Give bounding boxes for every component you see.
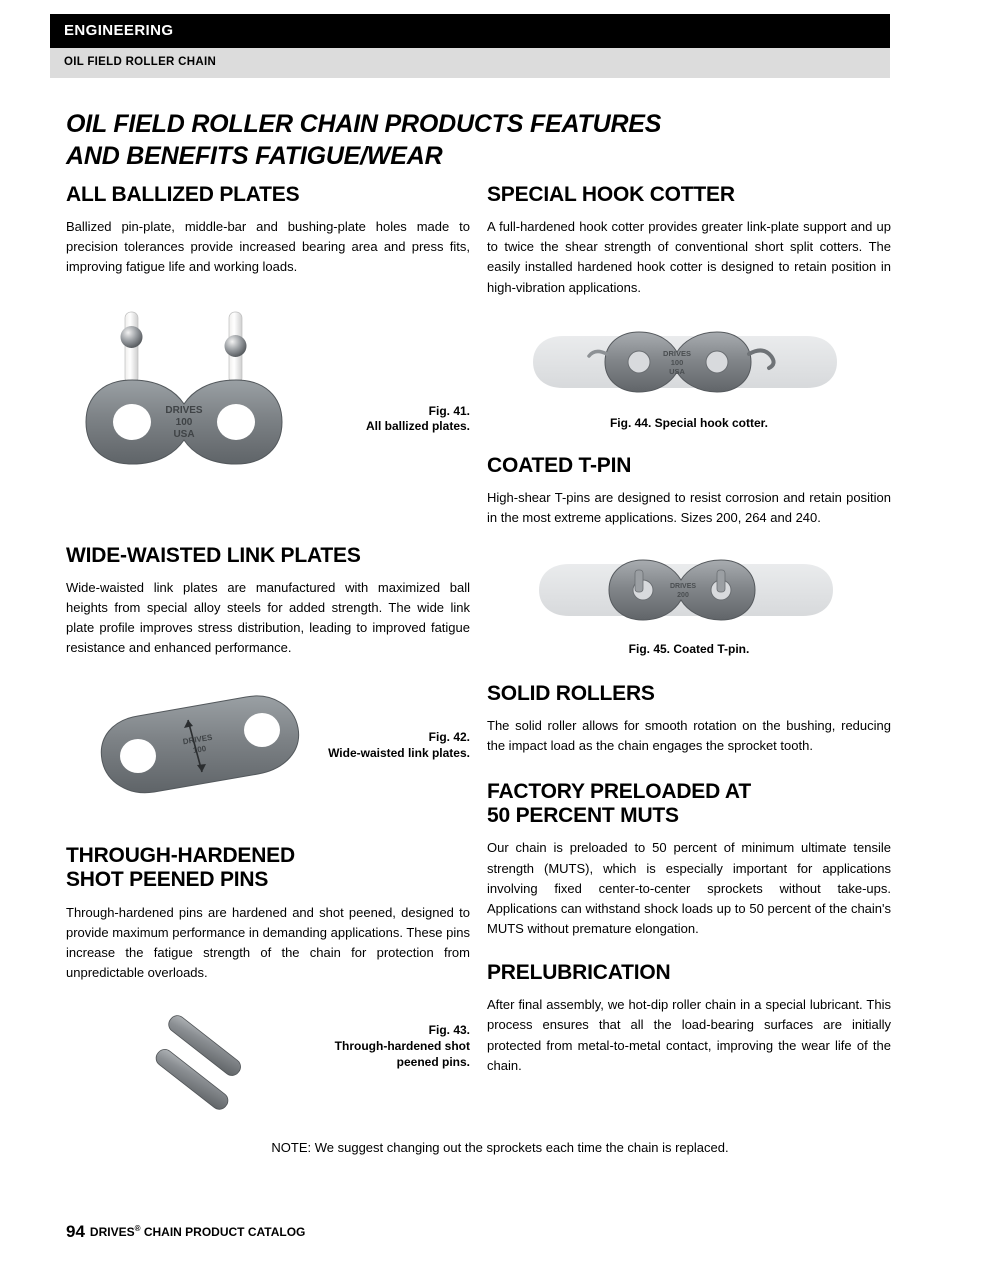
header-subsection-title: OIL FIELD ROLLER CHAIN xyxy=(64,56,217,68)
page-title-line-2: AND BENEFITS FATIGUE/WEAR xyxy=(66,142,443,170)
figure-43-caption-line-3: peened pins. xyxy=(396,1054,470,1069)
section-heading: PRELUBRICATION xyxy=(487,961,671,985)
svg-text:100: 100 xyxy=(670,357,684,367)
section-body: Ballized pin-plate, middle-bar and bushing-plate holes made to precision tolerances provide increased bearing area and press fits, improving fatigue life and working loads. xyxy=(66,219,470,275)
figure-42-caption xyxy=(290,730,470,762)
section-heading-line-2: 50 PERCENT MUTS xyxy=(487,804,679,828)
page-title-line-1: OIL FIELD ROLLER CHAIN PRODUCTS FEATURES xyxy=(66,110,662,138)
svg-text:USA: USA xyxy=(669,366,685,376)
section-body: Through-hardened pins are hardened and shot peened, designed to provide maximum performance in demanding applications. These pins increase the fatigue strength of the chain for protection from unpredictable overloads. xyxy=(66,904,470,980)
section-heading xyxy=(487,780,891,828)
section-heading: SOLID ROLLERS xyxy=(487,681,655,705)
section-prelubrication xyxy=(487,961,891,1076)
section-special-hook-cotter xyxy=(487,183,891,298)
section-heading: ALL BALLIZED PLATES xyxy=(66,183,300,206)
figure-41-caption-line-1: Fig. 41. xyxy=(428,403,470,418)
svg-text:200: 200 xyxy=(677,591,689,599)
figure-43 xyxy=(66,997,470,1127)
footer-brand: DRIVES xyxy=(89,1225,135,1239)
page-number: 94 xyxy=(66,1222,85,1241)
section-heading: COATED T-PIN xyxy=(487,453,632,477)
figure-44-caption: Fig. 44. Special hook cotter. xyxy=(609,415,769,430)
header-subsection-bar xyxy=(50,48,890,78)
hardened-pins-illustration xyxy=(126,997,336,1127)
section-heading xyxy=(66,844,470,892)
svg-text:DRIVES: DRIVES xyxy=(669,582,697,590)
coated-t-pin-illustration xyxy=(487,542,891,638)
svg-text:100: 100 xyxy=(175,416,193,428)
figure-41-caption-line-2: All ballized plates. xyxy=(365,419,470,434)
figure-43-caption xyxy=(310,1023,470,1070)
section-body: After final assembly, we hot-dip roller chain in a special lubricant. This process ensures that all the load-bearing surfaces are initially protected from metal-to-metal contact, improving the wear life of the chain. xyxy=(487,997,891,1073)
figure-43-caption-line-1: Fig. 43. xyxy=(428,1023,470,1038)
section-body: The solid roller allows for smooth rotation on the bushing, reducing the impact load as the chain engages the sprocket tooth. xyxy=(487,717,891,754)
section-all-ballized-plates xyxy=(66,183,470,278)
figure-42-caption-line-1: Fig. 42. xyxy=(428,730,470,745)
section-through-hardened-shot-peened-pins xyxy=(66,844,470,983)
section-coated-t-pin xyxy=(487,454,891,528)
section-solid-rollers xyxy=(487,682,891,756)
figure-41 xyxy=(66,292,470,472)
section-heading-line-2: SHOT PEENED PINS xyxy=(66,868,269,892)
section-body: Wide-waisted link plates are manufactured with maximized ball heights from special alloy steels for added strength. The wide link plate profile improves stress distribution, leading to improved fatigue resistance and enhanced performance. xyxy=(66,579,470,656)
figure-44 xyxy=(487,312,891,432)
left-column xyxy=(66,183,470,1127)
page-title xyxy=(66,108,766,172)
footer-registered-mark: ® xyxy=(134,1224,141,1233)
section-heading: WIDE-WAISTED LINK PLATES xyxy=(66,543,361,567)
section-body: Our chain is preloaded to 50 percent of minimum ultimate tensile strength (MUTS), which is especially important for applications involving fixed center-to-center sprockets without take-ups. Applications can withstand shock loads up to 50 percent of the chain's MUTS without premature elongation. xyxy=(487,840,891,937)
svg-text:100: 100 xyxy=(192,744,207,756)
chain-link-ballized-plates-illustration xyxy=(66,292,366,472)
right-column xyxy=(487,183,891,1090)
footer-catalog-label: CHAIN PRODUCT CATALOG xyxy=(140,1225,306,1239)
figure-42-caption-line-2: Wide-waisted link plates. xyxy=(328,746,470,761)
header-section-title: ENGINEERING xyxy=(64,22,174,39)
page-note: NOTE: We suggest changing out the sprockets each time the chain is replaced. xyxy=(271,1140,729,1155)
section-wide-waisted-link-plates xyxy=(66,544,470,659)
figure-41-caption xyxy=(300,404,470,436)
svg-text:DRIVES: DRIVES xyxy=(182,733,214,747)
special-hook-cotter-illustration xyxy=(487,312,891,412)
header-section-bar xyxy=(50,14,890,48)
section-factory-preloaded xyxy=(487,780,891,939)
section-body: A full-hardened hook cotter provides greater link-plate support and up to twice the shear strength of conventional short split cotters. The easily installed hardened hook cotter is designed to retain position in high-vibration applications. xyxy=(487,219,891,295)
svg-text:USA: USA xyxy=(173,428,195,440)
svg-text:DRIVES: DRIVES xyxy=(165,404,203,416)
section-heading-line-1: FACTORY PRELOADED AT xyxy=(487,780,751,804)
page-footer xyxy=(66,1222,305,1242)
section-body: High-shear T-pins are designed to resist corrosion and retain position in the most extreme applications. Sizes 200, 264 and 240. xyxy=(487,489,891,525)
figure-43-caption-line-2: Through-hardened shot xyxy=(334,1038,470,1053)
svg-text:DRIVES: DRIVES xyxy=(663,348,691,358)
section-heading: SPECIAL HOOK COTTER xyxy=(487,183,735,206)
figure-45-caption: Fig. 45. Coated T-pin. xyxy=(628,641,750,656)
figure-45 xyxy=(487,542,891,658)
figure-42 xyxy=(66,672,470,822)
section-heading-line-1: THROUGH-HARDENED xyxy=(66,844,295,868)
